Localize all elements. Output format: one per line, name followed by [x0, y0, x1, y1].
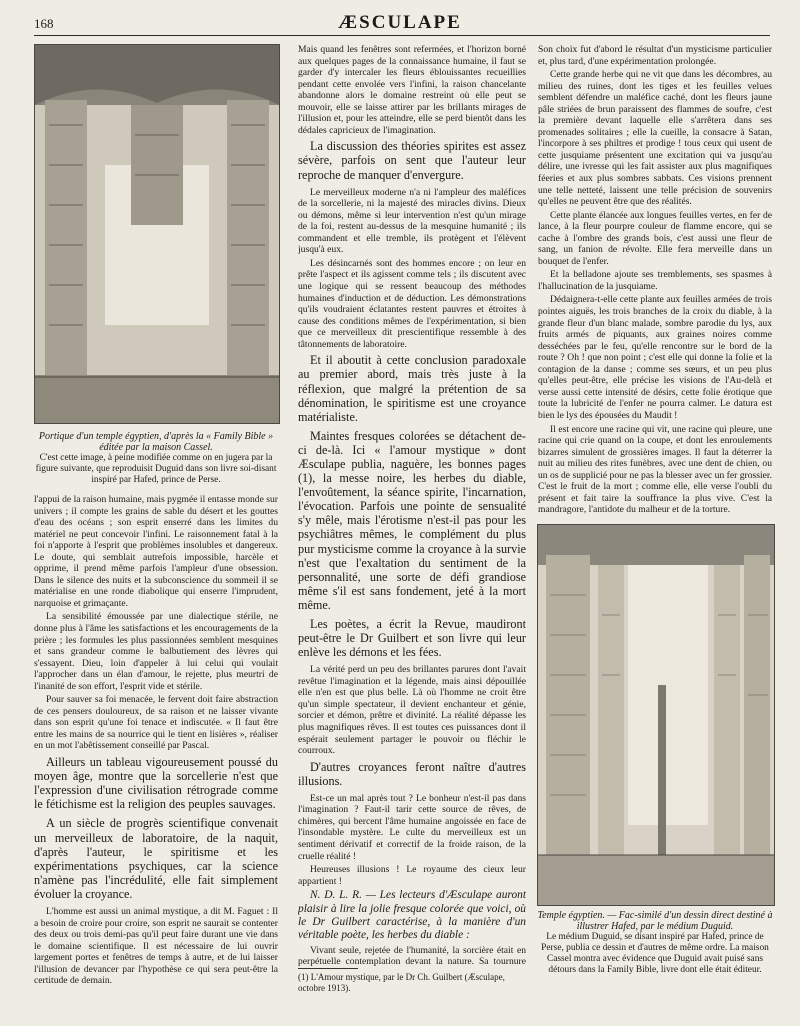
- paragraph: Cette plante élancée aux longues feuilles vertes, en fer de lance, à la fleur pourpre couleur de flamme encore, qui se cache à l'ombre des grands bois, c'est aussi une fleur de sang, un fanion de révolte. Elle fera merveille dans un bouquet de l'enfer.: [538, 209, 772, 267]
- paragraph: Et il aboutit à cette conclusion paradoxale au premier abord, mais très juste à la réflexion, que malgré la prétention de sa dénomination, le spiritisme est une croyance matérialiste.: [298, 353, 526, 424]
- paragraph: A un siècle de progrès scientifique convenait un merveilleux de laboratoire, de la naquit, d'après l'auteur, le spiritisme et les expérimentations psychiques, car la science n'amène pas l'incrédulité, elle fait simplement évoluer la croyance.: [34, 816, 278, 901]
- paragraph: Son choix fut d'abord le résultat d'un mysticisme particulier et, plus tard, d'une expérimentation prolongée.: [538, 44, 772, 67]
- paragraph: Maintes fresques colorées se détachent de-ci de-là. Ici « l'amour mystique » dont Æsculape publia, naguère, les bonnes pages (1), la messe noire, les herbes du diable, l'envoûtement, la séance spirite, l'incarnation, l'évocation. Parfois une pointe de sensualité s'y mêle, mais l'érotisme n'est-il pas pour les psychiâtres mêmes, le complément du plus pur mysticisme comme la croyance à la survie n'est que l'exaltation du sentiment de la personnalité, une sorte de défi grandiose même s'il est sans fondement, jeté à la mort même.: [298, 428, 526, 612]
- footnote-rule: [298, 968, 358, 969]
- footnote: (1) L'Amour mystique, par le Dr Ch. Guilbert (Æsculape, octobre 1913).: [298, 972, 505, 993]
- paragraph: L'homme est aussi un animal mystique, a dit M. Faguet : Il a besoin de croire pour croire, son esprit ne saurait se contenter des deux ou trois demi-pas qu'il peut faire durant une vie dans le domaine scientifique. Il est nécessaire de lui ouvrir largement portes et fenêtres de temps à autre, et de lui laisser l'illusion de devancer par l'hypothèse ce qui sera peut-être la certitude de demain.: [34, 905, 278, 987]
- paragraph: Ailleurs un tableau vigoureusement poussé du moyen âge, montre que la sorcellerie n'est que l'expression d'une civilisation rétrograde comme le fétichisme est la religion des peuples sauvages.: [34, 755, 278, 812]
- figure2-note: Le médium Duguid, se disant inspiré par Hafed, prince de Perse, publia ce dessin et d'autres de même ordre. La maison Cassel montra avec évidence que Duguid avait puisé sans détours dans la Family Bible, livre dont elle était éditeur.: [541, 932, 769, 975]
- column-2: [298, 44, 526, 968]
- figure2-caption-block: [537, 910, 773, 976]
- editor-note: N. D. L. R. — Les lecteurs d'Æsculape auront plaisir à lire la jolie fresque colorée que voici, où le Dr Guilbert caractérise, à la manière d'un véritable poète, les herbes du diable :: [298, 889, 526, 942]
- paragraph: Heureuses illusions ! Le royaume des cieux leur appartient !: [298, 864, 526, 887]
- paragraph: Cette grande herbe qui ne vit que dans les décombres, au milieu des ruines, dont les tiges et les feuilles velues semblent défendre un maléfice caché, dont les fleurs jaune pâle striées de brun paraissent des flammes de soufre, c'est la première devant laquelle elle s'arrêtera dans ses promenades solitaires ; elle la cueille, la consacre à Satan, l'incorpore à ses philtres et prodige ! tous ceux qui usent de cette jusquiame présentent une excitation qui va jusqu'au délire, une ivresse qui les fait assister aux plus magnifiques féeries et aux plus sombres sabbats. Ces visions prennent une telle netteté, laissent une telle précision de souvenirs qu'elles ne peuvent être que des réalités.: [538, 69, 772, 208]
- paragraph: La discussion des théories spirites est assez sévère, parfois on sent que l'auteur leur reproche de manquer d'envergure.: [298, 139, 526, 182]
- header-rule: [34, 35, 770, 36]
- temple-interior-drawing: [537, 524, 775, 906]
- paragraph: Il est encore une racine qui vit, une racine qui pleure, une racine qui crie quand on la coupe, et dont les enroulements bizarres simulent de grossières images. Il faut la déterrer la nuit au milieu des rites funèbres, avec une dent de chien, ou un os de supplicié pour ne pas la blesser avec un fer grossier. C'est le fruit de la mort ; comme elle, elle verse l'oubli du présent et fait taire la souffrance la plus vive. C'est la mandragore, l'antidote du malheur et de la torture.: [538, 423, 772, 514]
- column-1: [34, 494, 278, 994]
- figure1-note: C'est cette image, à peine modifiée comme on en jugera par la figure suivante, que reproduisit Duguid dans son livre soi-disant inspiré par Hafed, prince de Perse.: [35, 453, 277, 485]
- paragraph: Pour sauver sa foi menacée, le fervent doit faire abstraction de ces pensers douloureux, de sa raison et ne laisser vivante dans son esprit qu'une foi tenace et indiscutée. « Il faut être entre les mains de sa nourrice qui le tient en lisières », réaliser en un mot l'abêtissement conseillé par Pascal.: [34, 694, 278, 752]
- figure1-caption-block: [34, 431, 278, 486]
- paragraph: Les poètes, a écrit la Revue, maudiront peut-être le Dr Guilbert et son livre qui leur enlève les démons et les fées.: [298, 617, 526, 660]
- paragraph: Le merveilleux moderne n'a ni l'ampleur des maléfices de la sorcellerie, ni la majesté des miracles divins. Dieux ou démons, même si leur intervention n'est qu'un mirage de la foi, restent au-dessus de la mesquine humanité ; ils commandent et elle tremble, ils protègent et l'élèvent jusqu'à eux.: [298, 186, 526, 256]
- page-number: 168: [34, 16, 54, 31]
- paragraph: D'autres croyances feront naître d'autres illusions.: [298, 759, 526, 788]
- paragraph: Mais quand les fenêtres sont refermées, et l'horizon borné aux quelques pages de la connaissance humaine, il faut se garder d'y intercaler les fleurs éblouissantes recueillies pendant cette envolée vers l'infini, la raison chancelante abandonne alors le domaine restreint où elle peut se mouvoir, elle se laisse attirer par les brillants mirages de l'illusion et, pour les atteindre, elle se perd bientôt dans les dédales capricieux de l'imagination.: [298, 44, 526, 136]
- paragraph: l'appui de la raison humaine, mais pygmée il entasse monde sur univers ; il compte les grains de sable du désert et les gouttes d'eau des océans ; son esprit enserré dans les limites du matériel ne peut concevoir l'infini. Le raisonnement fatal à la foi n'apporte à l'esprit que problèmes insolubles et dangereux. Le doute, qui semblait autrefois impossible, harcèle et opprime, il prend même parfois l'ampleur d'une obsession. Dans le silence des nuits et la subconscience du sommeil il se matérialise en une ronde diabolique qui enserre l'imprudent, narquoise et grimaçante.: [34, 494, 278, 609]
- paragraph: Dédaignera-t-elle cette plante aux feuilles armées de trois pointes aiguës, les trois branches de la croix du diable, à la grande fleur d'un blanc malade, sombre parodie du lys, aux fruits armés de piquants, aux graines noires comme desséchées par le feu, qu'elle rencontre sur le bord de la route ? Oh ! que non point ; c'est elle qui donne la folie et la contagion de la danse ; comme ses sœurs, et un peu plus qu'elles peut-être, elle précise les visions de l'Au-delà et verse aussi cette intensité de désirs, cette folie érotique que toute la lubricité de l'enfer ne pourra calmer. Le datura est bien le lys des épousées du Maudit !: [538, 294, 772, 421]
- paragraph: Vivant seule, rejetée de l'humanité, la sorcière était en perpétuelle contemplation devant la nature. Sa tournure: [298, 944, 526, 968]
- figure2-caption: Temple égyptien. — Fac-similé d'un dessin direct destiné à illustrer Hafed, par le médium Duguid.: [537, 910, 773, 932]
- paragraph: Et la belladone ajoute ses tremblements, ses spasmes à l'hallucination de la jusquiame.: [538, 269, 772, 292]
- paragraph: Est-ce un mal après tout ? Le bonheur n'est-il pas dans l'imagination ? Faut-il tarir cette source de rêves, de chimères, qui bercent l'âme humaine angoissée en face de l'insondable mystère. Le culte du merveilleux est un sentiment dérivatif et correctif de la froide raison, de la cruelle réalité !: [298, 792, 526, 862]
- journal-title: ÆSCULAPE: [338, 12, 462, 33]
- paragraph: La vérité perd un peu des brillantes parures dont l'avait revêtue l'imagination et la légende, mais ainsi dépouillée elle n'en est que plus belle. Là où l'homme ne croit être qu'un simple spectateur, il devient enchanteur et génie, sorcier et démon, prêtre et divinité. La réalité dépasse les plus magnifiques rêves. Il est toutes ces puissances dont il espérait seulement partager le pouvoir ou fléchir le courroux.: [298, 664, 526, 757]
- column-3: [538, 44, 772, 514]
- paragraph: Les désincarnés sont des hommes encore ; on leur en prête l'aspect et ils agissent comme tels ; ils discutent avec une logique qui se ressent beaucoup des méthodes humaines d'induction et de déduction. Les démonstrations qu'ils voudraient éclatantes restent pauvres et étroites à cause des conditions mêmes de l'expérimentation, si bien que ce merveilleux dit prescientifique ressemble à des tâtonnements de laboratoire.: [298, 257, 526, 350]
- figure1-caption: Portique d'un temple égyptien, d'après la « Family Bible » éditée par la maison Cassel.: [38, 431, 274, 453]
- paragraph: La sensibilité émoussée par une dialectique stérile, ne donne plus à l'âme les satisfactions et les encouragements de la prière ; les formules les plus passionnées semblent mesquines et sans grandeur comme le balbutiement des lèvres qui s'essayent. Dieu, loin d'appeler à lui celui qui voulait l'approcher dans un élan d'amour, le rejette, plus meurtri de l'inanité de son effort, l'esprit vide et stérile.: [34, 611, 278, 692]
- temple-portico-engraving: [34, 44, 280, 424]
